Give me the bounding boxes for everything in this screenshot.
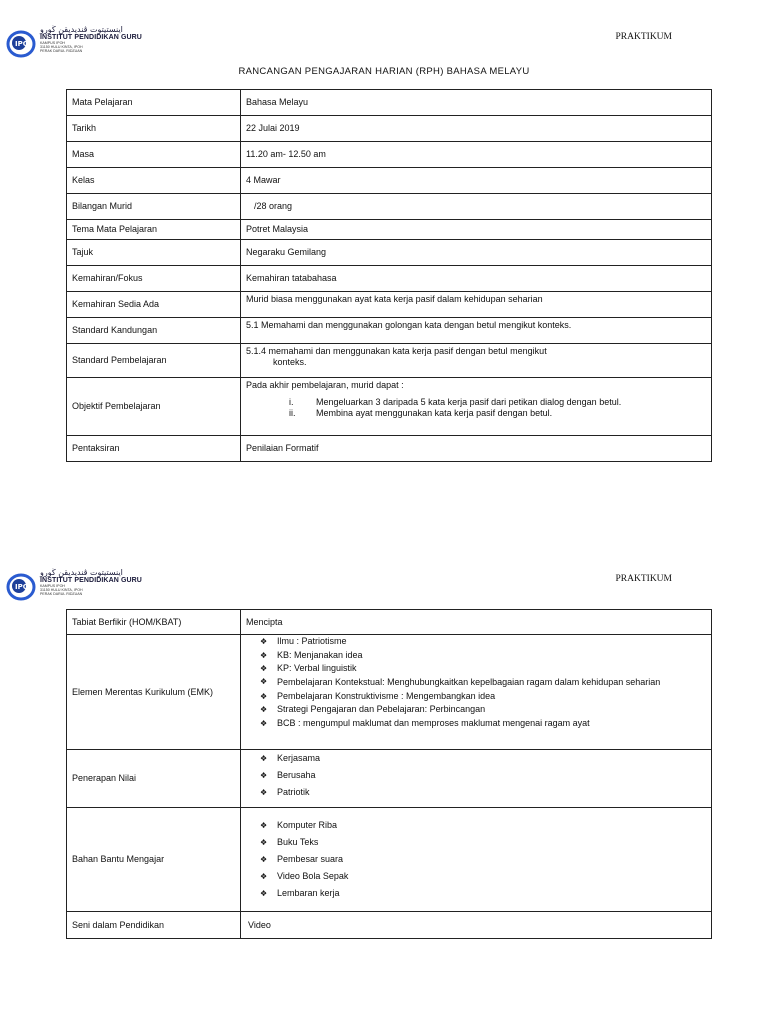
- emblem-icon: [6, 571, 36, 599]
- table-row: [67, 142, 712, 168]
- row-label: Standard Kandungan: [67, 318, 241, 344]
- row-value: Murid biasa menggunakan ayat kata kerja pasif dalam kehidupan seharian: [241, 292, 712, 318]
- logo-sub-line: KAMPUS IPOH: [40, 41, 65, 45]
- document-title: RANCANGAN PENGAJARAN HARIAN (RPH) BAHASA MELAYU: [238, 66, 530, 77]
- list-item: ❖ Komputer Riba: [260, 817, 706, 834]
- row-value: 22 Julai 2019: [241, 116, 712, 142]
- row-label: Seni dalam Pendidikan: [67, 912, 241, 939]
- student-count: /28 orang: [254, 201, 293, 211]
- table-row: [67, 116, 712, 142]
- row-label: Elemen Merentas Kurikulum (EMK): [67, 635, 241, 750]
- standard-text-cont: konteks.: [273, 357, 307, 367]
- objective-intro: Pada akhir pembelajaran, murid dapat :: [246, 380, 404, 390]
- praktikum-label: PRAKTIKUM: [615, 32, 672, 42]
- list-item: ❖ Strategi Pengajaran dan Pebelajaran: Perbincangan: [260, 703, 706, 717]
- row-value: [241, 378, 712, 436]
- row-label: Kemahiran/Fokus: [67, 266, 241, 292]
- row-value: Kemahiran tatabahasa: [241, 266, 712, 292]
- row-label: Mata Pelajaran: [67, 90, 241, 116]
- list-item: ❖ Kerjasama: [260, 750, 706, 767]
- page-2: [0, 540, 768, 1020]
- row-value: 5.1 Memahami dan menggunakan golongan kata dengan betul mengikut konteks.: [241, 318, 712, 344]
- table-row: [67, 168, 712, 194]
- row-label: Kelas: [67, 168, 241, 194]
- row-value: [241, 912, 712, 939]
- list-item: [246, 397, 706, 408]
- table-row: [67, 220, 712, 240]
- logo-sub-line: 31150 HULU KINTA, IPOH: [40, 588, 83, 593]
- logo-sub-line: PERAK DARUL RIDZUAN: [40, 592, 83, 597]
- institute-logo: [6, 569, 142, 599]
- rph-detail-table: [66, 609, 712, 939]
- row-label: Standard Pembelajaran: [67, 344, 241, 378]
- list-item: ❖ Pembelajaran Konstruktivisme : Mengembangkan idea: [260, 690, 706, 704]
- row-value: Penilaian Formatif: [241, 436, 712, 462]
- row-value: [241, 635, 712, 750]
- list-item: ❖ Video Bola Sepak: [260, 868, 706, 885]
- logo-sub-line: 31150 HULU KINTA, IPOH: [40, 45, 83, 50]
- table-row: [67, 610, 712, 635]
- list-item: ❖ Patriotik: [260, 784, 706, 801]
- item-number: i.: [289, 397, 294, 407]
- table-row: [67, 635, 712, 750]
- seni-value: Video: [248, 919, 271, 930]
- row-label: Tajuk: [67, 240, 241, 266]
- row-value: [241, 750, 712, 808]
- row-label: Pentaksiran: [67, 436, 241, 462]
- table-row: [67, 292, 712, 318]
- page-1: [0, 0, 768, 480]
- table-row: [67, 912, 712, 939]
- table-row: [67, 194, 712, 220]
- logo-arabic-text: اينستيتوت ڤنديديقن ڬورو: [40, 568, 123, 577]
- list-item: ❖ Ilmu : Patriotisme: [260, 635, 706, 649]
- rph-info-table: [66, 89, 712, 462]
- row-label: Penerapan Nilai: [67, 750, 241, 808]
- item-text: Membina ayat menggunakan kata kerja pasif dengan betul.: [316, 408, 553, 418]
- nilai-list: [246, 750, 706, 801]
- row-label: Tarikh: [67, 116, 241, 142]
- emk-list: [246, 635, 706, 730]
- logo-sub-line: KAMPUS IPOH: [40, 584, 65, 588]
- praktikum-label: PRAKTIKUM: [615, 574, 672, 584]
- objective-list: [246, 397, 706, 419]
- row-value: Bahasa Melayu: [241, 90, 712, 116]
- list-item: ❖ KP: Verbal linguistik: [260, 662, 706, 676]
- list-item: ❖ Buku Teks: [260, 834, 706, 851]
- list-item: ❖ Pembelajaran Kontekstual: Menghubungkaitkan kepelbagaian ragam dalam kehidupan seharian: [260, 676, 706, 688]
- item-text: Mengeluarkan 3 daripada 5 kata kerja pasif dari petikan dialog dengan betul.: [316, 397, 622, 407]
- row-value: Negaraku Gemilang: [241, 240, 712, 266]
- standard-text: 5.1.4 memahami dan menggunakan kata kerja pasif dengan betul mengikut: [246, 346, 547, 356]
- logo-arabic-text: اينستيتوت ڤنديديقن ڬورو: [40, 25, 123, 34]
- item-number: ii.: [289, 408, 296, 418]
- row-label: Objektif Pembelajaran: [67, 378, 241, 436]
- table-row: [67, 378, 712, 436]
- row-label: Masa: [67, 142, 241, 168]
- svg-text:IPG: IPG: [15, 583, 29, 591]
- table-row: [67, 90, 712, 116]
- row-label: Kemahiran Sedia Ada: [67, 292, 241, 318]
- row-label: Bahan Bantu Mengajar: [67, 808, 241, 912]
- bbm-list: [246, 817, 706, 902]
- row-value: Mencipta: [241, 610, 712, 635]
- list-item: ❖ Berusaha: [260, 767, 706, 784]
- row-value: [241, 808, 712, 912]
- list-item: ❖ BCB : mengumpul maklumat dan memproses maklumat mengenai ragam ayat: [260, 717, 706, 731]
- list-item: ❖ KB: Menjanakan idea: [260, 649, 706, 663]
- row-label: Tema Mata Pelajaran: [67, 220, 241, 240]
- institute-logo: [6, 26, 142, 56]
- table-row: [67, 436, 712, 462]
- table-row: [67, 808, 712, 912]
- row-value: 11.20 am- 12.50 am: [241, 142, 712, 168]
- row-value: [241, 344, 712, 378]
- table-row: [67, 240, 712, 266]
- list-item: [246, 408, 706, 419]
- table-row: [67, 266, 712, 292]
- emblem-icon: [6, 28, 36, 56]
- row-value: [241, 194, 712, 220]
- logo-name: INSTITUT PENDIDIKAN GURU: [40, 34, 142, 41]
- list-item: ❖ Lembaran kerja: [260, 885, 706, 902]
- table-row: [67, 750, 712, 808]
- logo-name: INSTITUT PENDIDIKAN GURU: [40, 577, 142, 584]
- row-label: Tabiat Berfikir (HOM/KBAT): [67, 610, 241, 635]
- row-label: Bilangan Murid: [67, 194, 241, 220]
- list-item: ❖ Pembesar suara: [260, 851, 706, 868]
- table-row: [67, 318, 712, 344]
- table-row: [67, 344, 712, 378]
- row-value: Potret Malaysia: [241, 220, 712, 240]
- logo-sub-line: PERAK DARUL RIDZUAN: [40, 49, 83, 54]
- row-value: 4 Mawar: [241, 168, 712, 194]
- svg-text:IPG: IPG: [15, 40, 29, 48]
